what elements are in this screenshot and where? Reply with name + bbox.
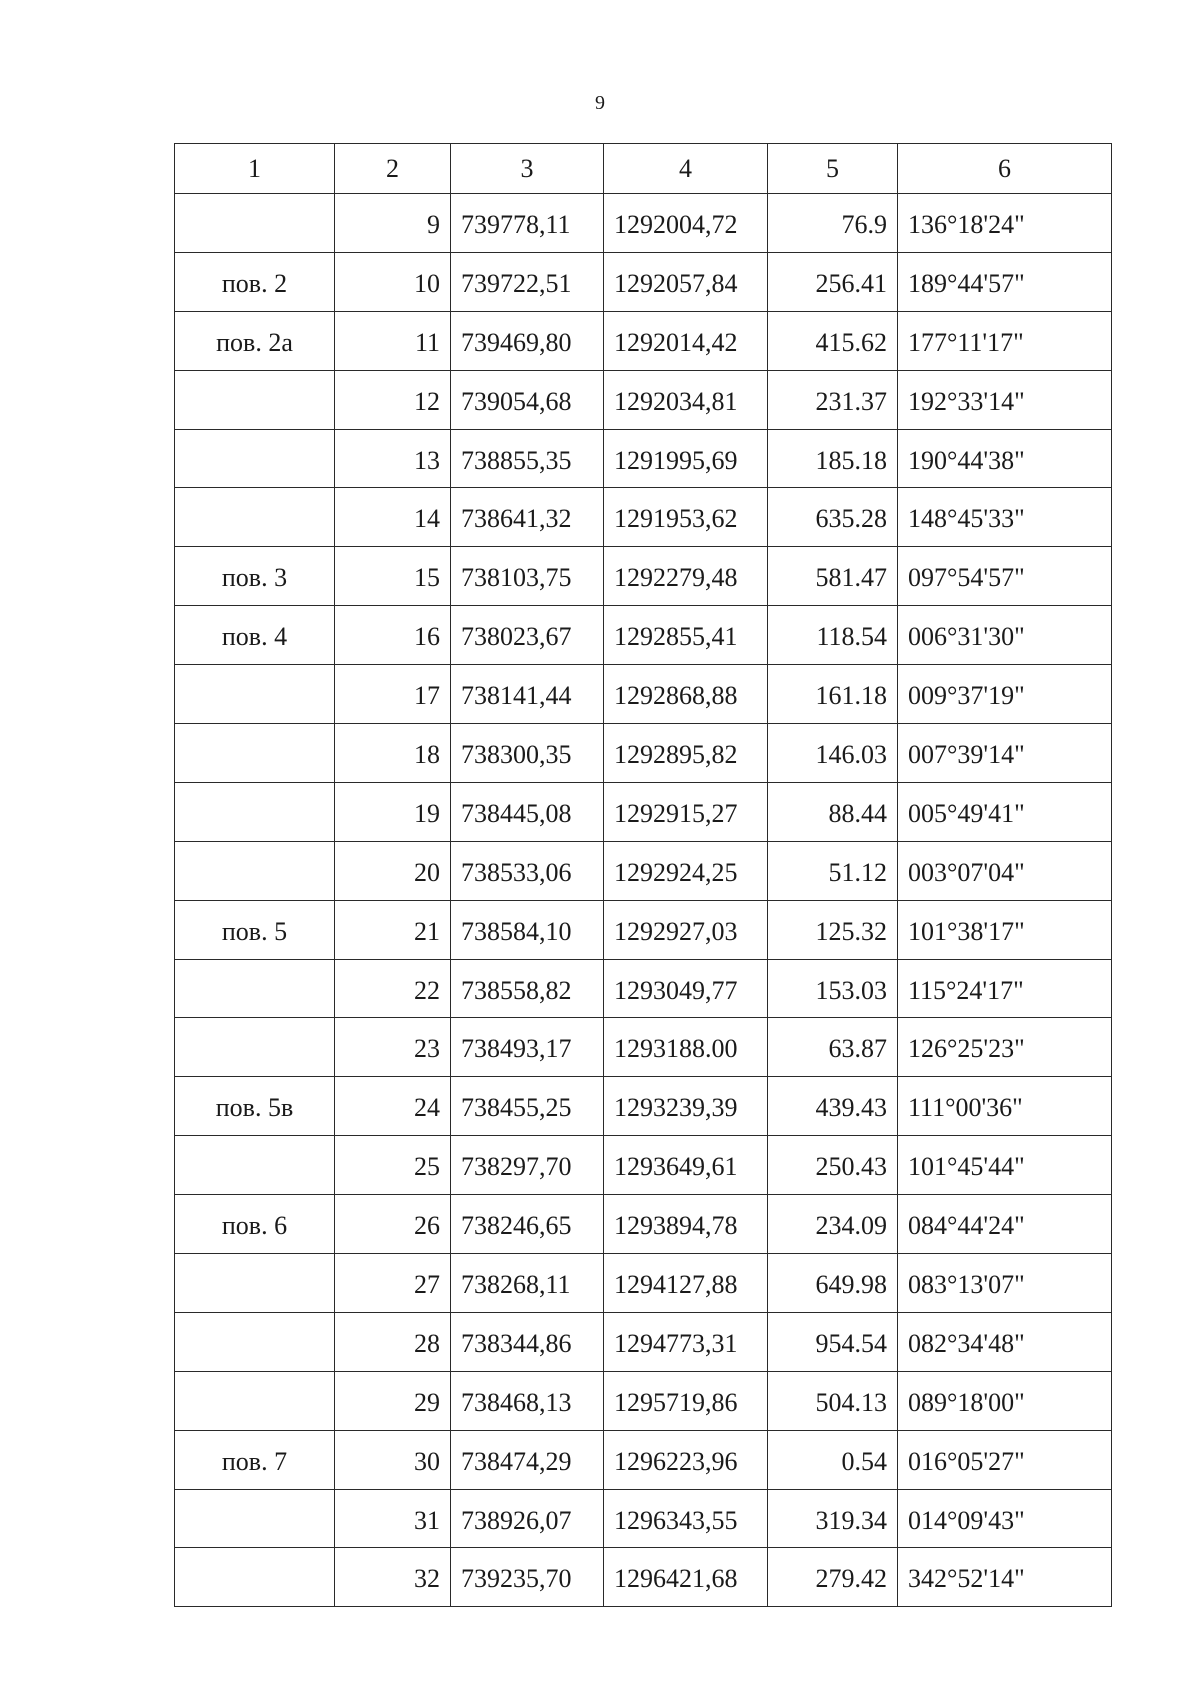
- table-row: [175, 1489, 1112, 1548]
- table-body: [175, 194, 1112, 1607]
- bearing-cell: 009°37'19": [898, 665, 1112, 724]
- header-col-4: 4: [604, 144, 768, 194]
- y-coordinate-cell: 1292927,03: [604, 900, 768, 959]
- length-cell: 63.87: [768, 1018, 898, 1077]
- table-row: [175, 1254, 1112, 1313]
- point-number-cell: 22: [335, 959, 451, 1018]
- bearing-cell: 101°45'44": [898, 1136, 1112, 1195]
- table-row: [175, 252, 1112, 311]
- point-number-cell: 28: [335, 1312, 451, 1371]
- length-cell: 649.98: [768, 1254, 898, 1313]
- point-number-cell: 31: [335, 1489, 451, 1548]
- table-row: [175, 1077, 1112, 1136]
- x-coordinate-cell: 738246,65: [451, 1195, 604, 1254]
- length-cell: 76.9: [768, 194, 898, 253]
- y-coordinate-cell: 1293239,39: [604, 1077, 768, 1136]
- x-coordinate-cell: 739469,80: [451, 311, 604, 370]
- y-coordinate-cell: 1292924,25: [604, 841, 768, 900]
- x-coordinate-cell: 738300,35: [451, 724, 604, 783]
- length-cell: 504.13: [768, 1371, 898, 1430]
- length-cell: 415.62: [768, 311, 898, 370]
- turn-label-cell: [175, 665, 335, 724]
- bearing-cell: 136°18'24": [898, 194, 1112, 253]
- y-coordinate-cell: 1292279,48: [604, 547, 768, 606]
- length-cell: 234.09: [768, 1195, 898, 1254]
- table-row: [175, 782, 1112, 841]
- x-coordinate-cell: 738455,25: [451, 1077, 604, 1136]
- point-number-cell: 20: [335, 841, 451, 900]
- bearing-cell: 115°24'17": [898, 959, 1112, 1018]
- table-row: [175, 194, 1112, 253]
- bearing-cell: 126°25'23": [898, 1018, 1112, 1077]
- x-coordinate-cell: 738855,35: [451, 429, 604, 488]
- y-coordinate-cell: 1293049,77: [604, 959, 768, 1018]
- point-number-cell: 25: [335, 1136, 451, 1195]
- x-coordinate-cell: 739235,70: [451, 1548, 604, 1607]
- bearing-cell: 005°49'41": [898, 782, 1112, 841]
- bearing-cell: 084°44'24": [898, 1195, 1112, 1254]
- y-coordinate-cell: 1292895,82: [604, 724, 768, 783]
- table-row: [175, 606, 1112, 665]
- header-col-6: 6: [898, 144, 1112, 194]
- length-cell: 185.18: [768, 429, 898, 488]
- turn-label-cell: [175, 841, 335, 900]
- point-number-cell: 12: [335, 370, 451, 429]
- table-row: [175, 1195, 1112, 1254]
- bearing-cell: 101°38'17": [898, 900, 1112, 959]
- turn-label-cell: пов. 5: [175, 900, 335, 959]
- y-coordinate-cell: 1292034,81: [604, 370, 768, 429]
- y-coordinate-cell: 1293894,78: [604, 1195, 768, 1254]
- turn-label-cell: пов. 5в: [175, 1077, 335, 1136]
- point-number-cell: 10: [335, 252, 451, 311]
- x-coordinate-cell: 739778,11: [451, 194, 604, 253]
- y-coordinate-cell: 1292915,27: [604, 782, 768, 841]
- table-row: [175, 1548, 1112, 1607]
- table-row: [175, 1371, 1112, 1430]
- turn-label-cell: пов. 7: [175, 1430, 335, 1489]
- length-cell: 250.43: [768, 1136, 898, 1195]
- x-coordinate-cell: 738926,07: [451, 1489, 604, 1548]
- x-coordinate-cell: 738141,44: [451, 665, 604, 724]
- y-coordinate-cell: 1293188.00: [604, 1018, 768, 1077]
- bearing-cell: 003°07'04": [898, 841, 1112, 900]
- bearing-cell: 097°54'57": [898, 547, 1112, 606]
- length-cell: 231.37: [768, 370, 898, 429]
- turn-label-cell: [175, 1371, 335, 1430]
- turn-label-cell: [175, 1312, 335, 1371]
- turn-label-cell: [175, 724, 335, 783]
- point-number-cell: 9: [335, 194, 451, 253]
- table-row: [175, 724, 1112, 783]
- y-coordinate-cell: 1292014,42: [604, 311, 768, 370]
- length-cell: 161.18: [768, 665, 898, 724]
- length-cell: 279.42: [768, 1548, 898, 1607]
- turn-label-cell: [175, 370, 335, 429]
- y-coordinate-cell: 1294773,31: [604, 1312, 768, 1371]
- y-coordinate-cell: 1294127,88: [604, 1254, 768, 1313]
- table-row: [175, 547, 1112, 606]
- bearing-cell: 016°05'27": [898, 1430, 1112, 1489]
- length-cell: 954.54: [768, 1312, 898, 1371]
- length-cell: 118.54: [768, 606, 898, 665]
- table-row: [175, 959, 1112, 1018]
- length-cell: 125.32: [768, 900, 898, 959]
- bearing-cell: 177°11'17": [898, 311, 1112, 370]
- bearing-cell: 111°00'36": [898, 1077, 1112, 1136]
- y-coordinate-cell: 1292004,72: [604, 194, 768, 253]
- x-coordinate-cell: 738023,67: [451, 606, 604, 665]
- table-row: [175, 370, 1112, 429]
- point-number-cell: 27: [335, 1254, 451, 1313]
- turn-label-cell: [175, 488, 335, 547]
- header-col-1: 1: [175, 144, 335, 194]
- table-row: [175, 311, 1112, 370]
- turn-label-cell: [175, 782, 335, 841]
- coordinates-table: [174, 143, 1112, 1607]
- length-cell: 51.12: [768, 841, 898, 900]
- point-number-cell: 18: [335, 724, 451, 783]
- length-cell: 581.47: [768, 547, 898, 606]
- table-row: [175, 429, 1112, 488]
- bearing-cell: 082°34'48": [898, 1312, 1112, 1371]
- header-col-5: 5: [768, 144, 898, 194]
- point-number-cell: 19: [335, 782, 451, 841]
- x-coordinate-cell: 738533,06: [451, 841, 604, 900]
- turn-label-cell: [175, 1136, 335, 1195]
- x-coordinate-cell: 738584,10: [451, 900, 604, 959]
- length-cell: 153.03: [768, 959, 898, 1018]
- length-cell: 0.54: [768, 1430, 898, 1489]
- x-coordinate-cell: 738468,13: [451, 1371, 604, 1430]
- bearing-cell: 192°33'14": [898, 370, 1112, 429]
- header-col-3: 3: [451, 144, 604, 194]
- y-coordinate-cell: 1296223,96: [604, 1430, 768, 1489]
- turn-label-cell: [175, 959, 335, 1018]
- table-row: [175, 1430, 1112, 1489]
- point-number-cell: 14: [335, 488, 451, 547]
- point-number-cell: 15: [335, 547, 451, 606]
- turn-label-cell: [175, 1018, 335, 1077]
- turn-label-cell: [175, 429, 335, 488]
- table-row: [175, 841, 1112, 900]
- y-coordinate-cell: 1296343,55: [604, 1489, 768, 1548]
- x-coordinate-cell: 738493,17: [451, 1018, 604, 1077]
- x-coordinate-cell: 738297,70: [451, 1136, 604, 1195]
- length-cell: 256.41: [768, 252, 898, 311]
- x-coordinate-cell: 739054,68: [451, 370, 604, 429]
- x-coordinate-cell: 738474,29: [451, 1430, 604, 1489]
- x-coordinate-cell: 738268,11: [451, 1254, 604, 1313]
- y-coordinate-cell: 1292868,88: [604, 665, 768, 724]
- table-row: [175, 665, 1112, 724]
- table-row: [175, 1136, 1112, 1195]
- x-coordinate-cell: 738641,32: [451, 488, 604, 547]
- bearing-cell: 083°13'07": [898, 1254, 1112, 1313]
- bearing-cell: 006°31'30": [898, 606, 1112, 665]
- bearing-cell: 007°39'14": [898, 724, 1112, 783]
- length-cell: 319.34: [768, 1489, 898, 1548]
- turn-label-cell: пов. 6: [175, 1195, 335, 1254]
- point-number-cell: 26: [335, 1195, 451, 1254]
- point-number-cell: 16: [335, 606, 451, 665]
- x-coordinate-cell: 738445,08: [451, 782, 604, 841]
- turn-label-cell: [175, 1489, 335, 1548]
- y-coordinate-cell: 1291995,69: [604, 429, 768, 488]
- header-row: [175, 144, 1112, 194]
- point-number-cell: 29: [335, 1371, 451, 1430]
- length-cell: 439.43: [768, 1077, 898, 1136]
- table-row: [175, 900, 1112, 959]
- turn-label-cell: пов. 3: [175, 547, 335, 606]
- y-coordinate-cell: 1295719,86: [604, 1371, 768, 1430]
- table-row: [175, 1312, 1112, 1371]
- turn-label-cell: [175, 1548, 335, 1607]
- point-number-cell: 21: [335, 900, 451, 959]
- point-number-cell: 24: [335, 1077, 451, 1136]
- turn-label-cell: пов. 2а: [175, 311, 335, 370]
- y-coordinate-cell: 1293649,61: [604, 1136, 768, 1195]
- table-row: [175, 1018, 1112, 1077]
- turn-label-cell: [175, 194, 335, 253]
- turn-label-cell: пов. 4: [175, 606, 335, 665]
- length-cell: 635.28: [768, 488, 898, 547]
- bearing-cell: 342°52'14": [898, 1548, 1112, 1607]
- y-coordinate-cell: 1292057,84: [604, 252, 768, 311]
- bearing-cell: 089°18'00": [898, 1371, 1112, 1430]
- point-number-cell: 13: [335, 429, 451, 488]
- y-coordinate-cell: 1291953,62: [604, 488, 768, 547]
- x-coordinate-cell: 738344,86: [451, 1312, 604, 1371]
- bearing-cell: 148°45'33": [898, 488, 1112, 547]
- point-number-cell: 30: [335, 1430, 451, 1489]
- length-cell: 88.44: [768, 782, 898, 841]
- x-coordinate-cell: 739722,51: [451, 252, 604, 311]
- header-col-2: 2: [335, 144, 451, 194]
- bearing-cell: 014°09'43": [898, 1489, 1112, 1548]
- bearing-cell: 189°44'57": [898, 252, 1112, 311]
- length-cell: 146.03: [768, 724, 898, 783]
- point-number-cell: 17: [335, 665, 451, 724]
- y-coordinate-cell: 1296421,68: [604, 1548, 768, 1607]
- x-coordinate-cell: 738103,75: [451, 547, 604, 606]
- point-number-cell: 11: [335, 311, 451, 370]
- point-number-cell: 23: [335, 1018, 451, 1077]
- bearing-cell: 190°44'38": [898, 429, 1112, 488]
- x-coordinate-cell: 738558,82: [451, 959, 604, 1018]
- turn-label-cell: пов. 2: [175, 252, 335, 311]
- table-row: [175, 488, 1112, 547]
- point-number-cell: 32: [335, 1548, 451, 1607]
- table-header: [175, 144, 1112, 194]
- y-coordinate-cell: 1292855,41: [604, 606, 768, 665]
- turn-label-cell: [175, 1254, 335, 1313]
- page-number: 9: [595, 92, 605, 114]
